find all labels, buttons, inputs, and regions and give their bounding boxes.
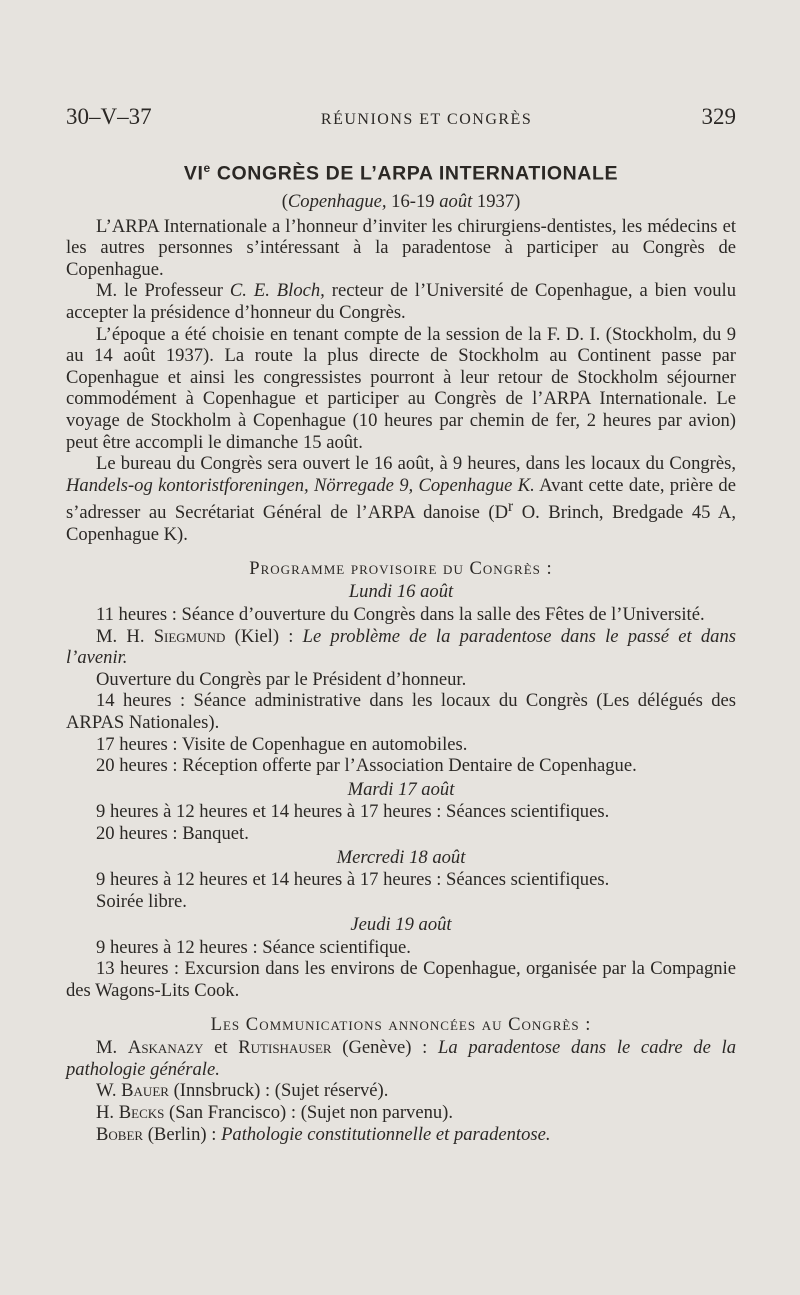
intro-paragraph-3: L’époque a été choisie en tenant compte de la session de la F. D. I. (Stockholm, du 9 au 14 août 1937). La route la plus directe de Stockholm au Continent passe par Copenhague et ainsi les congressistes pourront à leur retour de Stockholm séjourner commodément à Copenhague et participer au Congrès de l’ARPA Internationale. Le voyage de Stockholm à Copenhague (10 heures par chemin de fer, 2 heures par avion) peut être accompli le dimanche 15 août. bbox=[66, 323, 736, 453]
p4-address: Handels-og kontoristforeningen, Nörregade 9, Copenhague K. bbox=[66, 474, 535, 496]
mon-l2-b: (Kiel) : bbox=[225, 625, 303, 647]
thursday-item-2: 13 heures : Excursion dans les environs de Copenhague, organisée par la Compagnie des Wagons-Lits Cook. bbox=[66, 958, 736, 1002]
speaker-name: Siegmund bbox=[153, 625, 226, 647]
subtitle-open: ( bbox=[281, 191, 288, 213]
day-tuesday: Mardi 17 août bbox=[347, 778, 455, 800]
c2-a: W. bbox=[96, 1080, 122, 1102]
title-text: CONGRÈS DE L’ARPA INTERNATIONALE bbox=[216, 162, 619, 185]
c2-author: Bauer bbox=[121, 1080, 169, 1102]
c4-author: Bober bbox=[96, 1123, 144, 1145]
c3-a: H. bbox=[96, 1102, 119, 1124]
section-title: RÉUNIONS ET CONGRÈS bbox=[320, 111, 533, 128]
p4-text-a: Le bureau du Congrès sera ouvert le 16 août, à 9 heures, dans les locaux du Congrès, bbox=[96, 453, 736, 475]
intro-paragraph-1: L’ARPA Internationale a l’honneur d’inviter les chirurgiens-dentistes, les médecins et les autres personnes s’intéressant à la paradentose à participer au Congrès de Copenhague. bbox=[66, 215, 736, 280]
article-body bbox=[66, 158, 736, 1145]
p4-sup: r bbox=[508, 498, 514, 516]
issue-date: 30–V–37 bbox=[66, 104, 152, 129]
monday-item-6: 20 heures : Réception offerte par l’Association Dentaire de Copenhague. bbox=[96, 755, 637, 777]
c1-author-2: Rutishauser bbox=[238, 1037, 332, 1059]
c1-author-1: Askanazy bbox=[127, 1037, 204, 1059]
c1-b: (Genève) : bbox=[331, 1037, 439, 1059]
subtitle-year: 1937) bbox=[472, 191, 521, 213]
c1-title: La paradentose dans le cadre de la pathologie générale. bbox=[66, 1037, 736, 1080]
monday-item-2 bbox=[66, 626, 736, 669]
monday-item-3: Ouverture du Congrès par le Président d’honneur. bbox=[96, 668, 467, 690]
programme-heading: Programme provisoire du Congrès : bbox=[249, 557, 553, 579]
page-number: 329 bbox=[701, 104, 736, 129]
day-monday: Lundi 16 août bbox=[348, 581, 454, 603]
c4-b: (Berlin) : bbox=[143, 1123, 222, 1145]
p2-name: C. E. Bloch, bbox=[229, 280, 325, 302]
c2-b: (Innsbruck) : (Sujet réservé). bbox=[168, 1080, 389, 1102]
day-wednesday: Mercredi 18 août bbox=[336, 846, 466, 868]
title-sup: e bbox=[203, 161, 211, 175]
communication-1 bbox=[66, 1037, 736, 1080]
day-thursday: Jeudi 19 août bbox=[350, 914, 452, 936]
communication-2 bbox=[66, 1080, 736, 1102]
intro-paragraph-2 bbox=[66, 280, 736, 323]
p2-text-b: recteur de l’Université de Copenhague, a bien voulu accepter la présidence d’honneur du Congrès. bbox=[66, 280, 736, 324]
intro-paragraph-4 bbox=[66, 453, 736, 546]
running-head bbox=[66, 104, 736, 130]
article-subtitle bbox=[66, 191, 736, 213]
wednesday-item-1: 9 heures à 12 heures et 14 heures à 17 heures : Séances scientifiques. bbox=[96, 869, 610, 891]
communication-4 bbox=[66, 1124, 736, 1146]
thursday-item-1: 9 heures à 12 heures : Séance scientifique. bbox=[96, 936, 411, 958]
wednesday-item-2: Soirée libre. bbox=[96, 890, 187, 912]
c3-b: (San Francisco) : (Sujet non parvenu). bbox=[164, 1102, 454, 1124]
c4-title: Pathologie constitutionnelle et paradentose. bbox=[221, 1123, 551, 1145]
article-title bbox=[66, 158, 736, 185]
c3-author: Becks bbox=[118, 1102, 165, 1124]
tuesday-item-1: 9 heures à 12 heures et 14 heures à 17 heures : Séances scientifiques. bbox=[96, 801, 610, 823]
subtitle-dates: 16-19 bbox=[386, 191, 440, 213]
monday-item-4: 14 heures : Séance administrative dans les locaux du Congrès (Les délégués des ARPAS Nationales). bbox=[66, 690, 736, 733]
subtitle-place: Copenhague, bbox=[287, 191, 387, 213]
communications-heading: Les Communications annoncées au Congrès : bbox=[210, 1013, 592, 1035]
p4-text-c: O. Brinch, Bredgade 45 A, Copenhague K). bbox=[66, 502, 736, 546]
c1-a: M. bbox=[96, 1037, 128, 1059]
talk-title: Le problème de la paradentose dans le passé et dans l’avenir. bbox=[66, 625, 736, 669]
p2-text-a: M. le Professeur bbox=[96, 280, 230, 302]
monday-item-1: 11 heures : Séance d’ouverture du Congrès dans la salle des Fêtes de l’Université. bbox=[96, 603, 705, 625]
tuesday-item-2: 20 heures : Banquet. bbox=[96, 822, 249, 844]
subtitle-month: août bbox=[439, 191, 473, 213]
c1-and: et bbox=[203, 1037, 239, 1059]
communication-3 bbox=[66, 1102, 736, 1124]
mon-l2-a: M. H. bbox=[96, 625, 154, 647]
monday-item-5: 17 heures : Visite de Copenhague en automobiles. bbox=[96, 733, 468, 755]
p4-text-b: Avant cette date, prière de s’adresser au Secrétariat Général de l’ARPA danoise (D bbox=[66, 474, 736, 524]
title-numeral: VI bbox=[183, 162, 204, 185]
